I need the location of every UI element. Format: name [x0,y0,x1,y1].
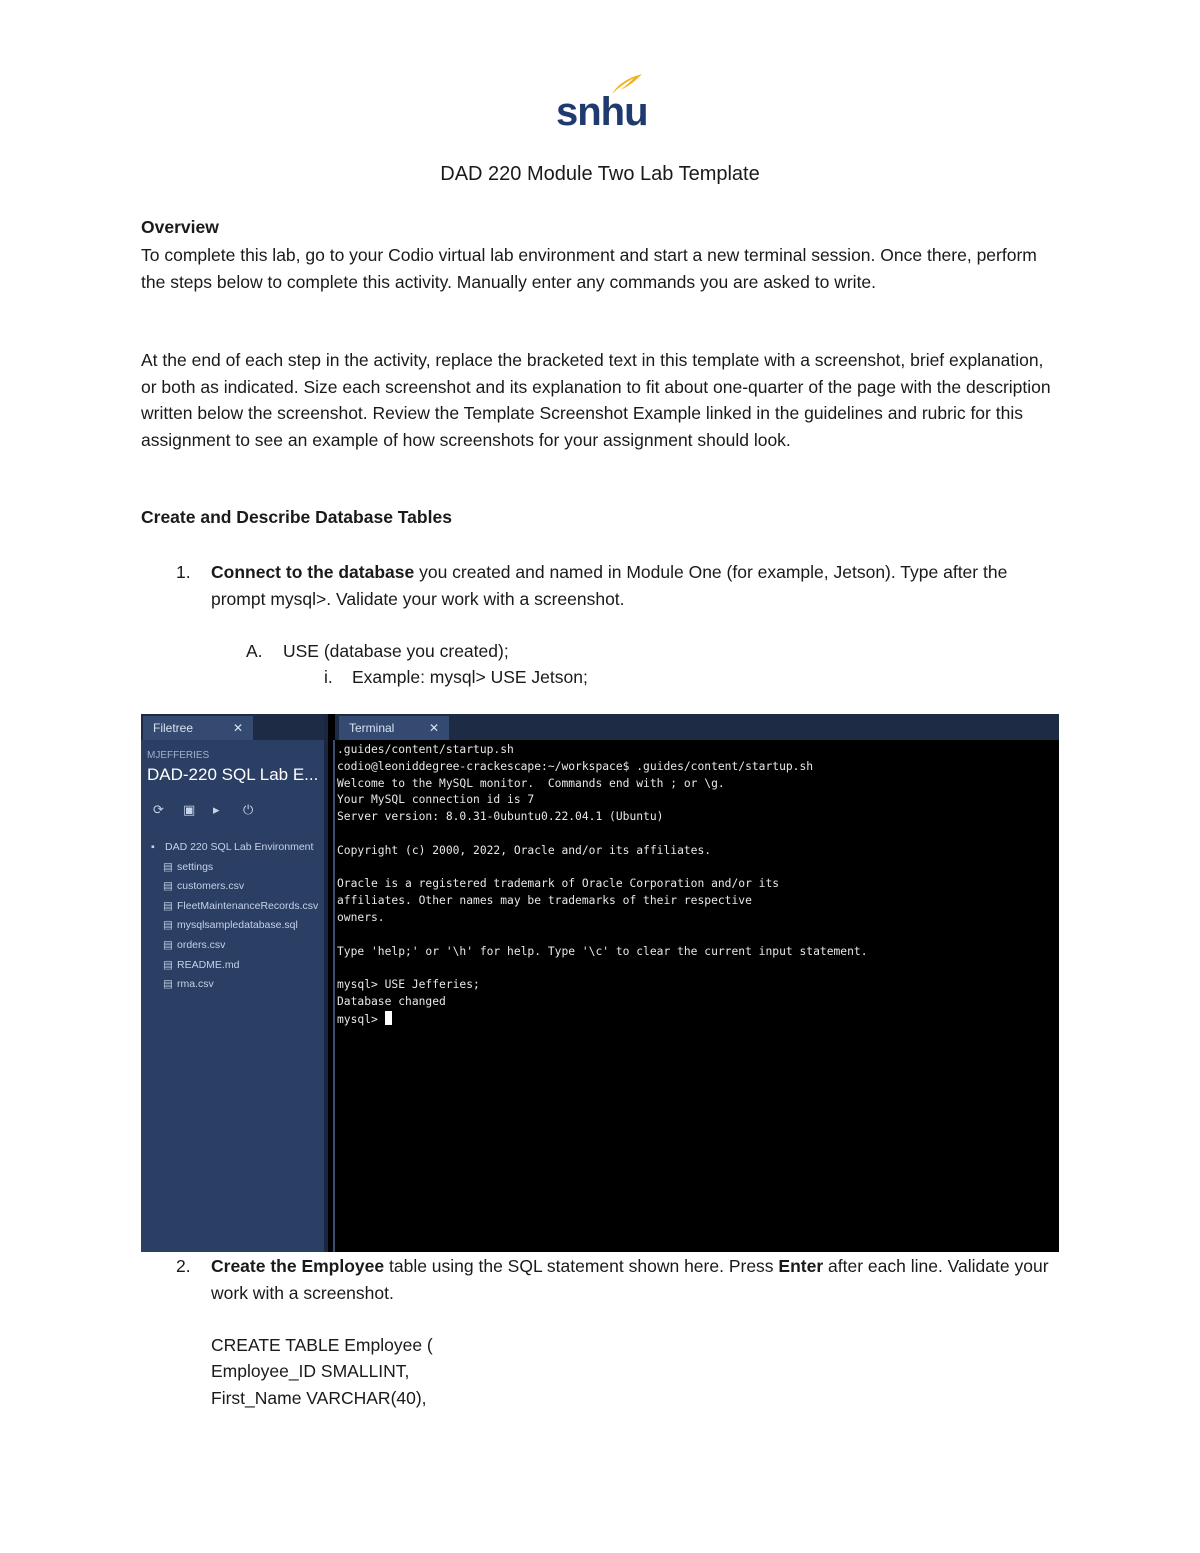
terminal-line: Your MySQL connection id is 7 [337,793,535,807]
step-1-number: 1. [176,562,191,582]
file-icon: ▤ [163,958,173,971]
file-icon: ▤ [163,978,173,991]
step-1-text [211,559,1051,612]
tab-terminal: Terminal ✕ [339,716,449,740]
terminal-line: Oracle is a registered trademark of Oracle Corporation and/or its [337,877,780,891]
tree-root: ▪ DAD 220 SQL Lab Environment [151,838,318,858]
file-icon: ▤ [163,938,173,951]
overview-paragraph-1: To complete this lab, go to your Codio virtual lab environment and start a new terminal session. Once there, perform the steps below to complete this activity. Manually enter any commands you are asked to write. [141,245,1037,292]
terminal-line: mysql> USE Jefferies; [337,978,480,992]
step-2-code-line-1: CREATE TABLE Employee ( [211,1335,433,1355]
step-1a-text: USE (database you created); [283,641,509,661]
filetree-toolbar [153,802,273,818]
step-1-bold: Connect to the database [211,562,415,582]
terminal-line [337,960,1059,977]
project-title: DAD-220 SQL Lab E... [147,765,319,784]
step-1i-marker: i. [324,667,333,687]
step-1-rest: you created and named in Module One (for example, Jetson). Type after the prompt mysql>. Validate your work with a screenshot. [211,562,1008,609]
refresh-icon: ⟳ [153,802,164,817]
window-icon: ▣ [183,802,196,817]
terminal-line [337,927,1059,944]
terminal-line [337,860,1059,877]
terminal-line: Server version: 8.0.31-0ubuntu0.22.04.1 (Ubuntu) [337,810,664,824]
terminal-line: owners. [337,910,385,924]
overview-paragraph-2: At the end of each step in the activity, replace the bracketed text in this template with a screenshot, brief explanation, or both as indicated. Size each screenshot and its explanation to fit about one-quarter of the page with the description written below the screenshot. Review the Template Screenshot Example linked in the guidelines and rubric for this assignment to see an example of how screenshots for your assignment should look. [141,350,1051,450]
terminal-line: affiliates. Other names may be trademarks of their respective [337,894,752,908]
logo-wordmark: snhu [556,90,648,134]
terminal-line: Database changed [337,994,446,1008]
step-2-code-line-3: First_Name VARCHAR(40), [211,1388,427,1408]
terminal-line: .guides/content/startup.sh [337,743,514,756]
list-item: ▤ mysqlsampledatabase.sql [151,916,318,936]
cursor [385,1011,392,1025]
terminal-output [337,742,1059,1252]
file-icon: ▤ [163,860,173,873]
list-item: ▤ README.md [151,956,318,976]
filetree-panel [141,714,328,1252]
play-icon: ▸ [213,802,220,817]
overview-heading: Overview [141,217,219,237]
codio-screenshot [141,714,1059,1252]
close-icon: ✕ [428,721,439,735]
file-tree [151,838,318,995]
list-item: ▤ settings [151,858,318,878]
file-icon: ▤ [163,919,173,932]
list-item: ▤ orders.csv [151,936,318,956]
section-heading: Create and Describe Database Tables [141,507,452,527]
tab-filetree: Filetree ✕ [143,716,253,740]
list-item: ▤ rma.csv [151,975,318,995]
document-title: DAD 220 Module Two Lab Template [440,163,760,185]
file-icon: ▤ [163,880,173,893]
list-item: ▤ customers.csv [151,877,318,897]
lock-icon: ▪ [151,841,155,853]
terminal-line [337,826,1059,843]
close-icon: ✕ [232,721,243,735]
terminal-line: Welcome to the MySQL monitor. Commands end with ; or \g. [337,776,725,790]
step-1i-text: Example: mysql> USE Jetson; [352,667,588,687]
terminal-line: Type 'help;' or '\h' for help. Type '\c' to clear the current input statement. [337,944,868,958]
step-2-mid: table using the SQL statement shown here. Press [384,1256,779,1276]
step-2-number: 2. [176,1256,191,1276]
terminal-line: codio@leoniddegree-crackescape:~/workspace$ .guides/content/startup.sh [337,759,814,773]
terminal-line: Copyright (c) 2000, 2022, Oracle and/or its affiliates. [337,843,712,857]
step-1a-marker: A. [246,641,263,661]
step-2-code-line-2: Employee_ID SMALLINT, [211,1361,410,1381]
list-item: ▤ FleetMaintenanceRecords.csv [151,897,318,917]
step-2-text [211,1253,1051,1306]
power-icon: ⏻ [243,802,254,817]
step-2-rest: after each line. Validate your work with a screenshot. [211,1256,1049,1303]
file-icon: ▤ [163,899,173,912]
terminal-prompt: mysql> [337,1011,1059,1029]
step-2-bold-1: Create the Employee [211,1256,385,1276]
step-2-bold-2: Enter [778,1256,824,1276]
project-owner: MJEFFERIES [147,750,210,761]
snhu-logo [552,72,648,134]
